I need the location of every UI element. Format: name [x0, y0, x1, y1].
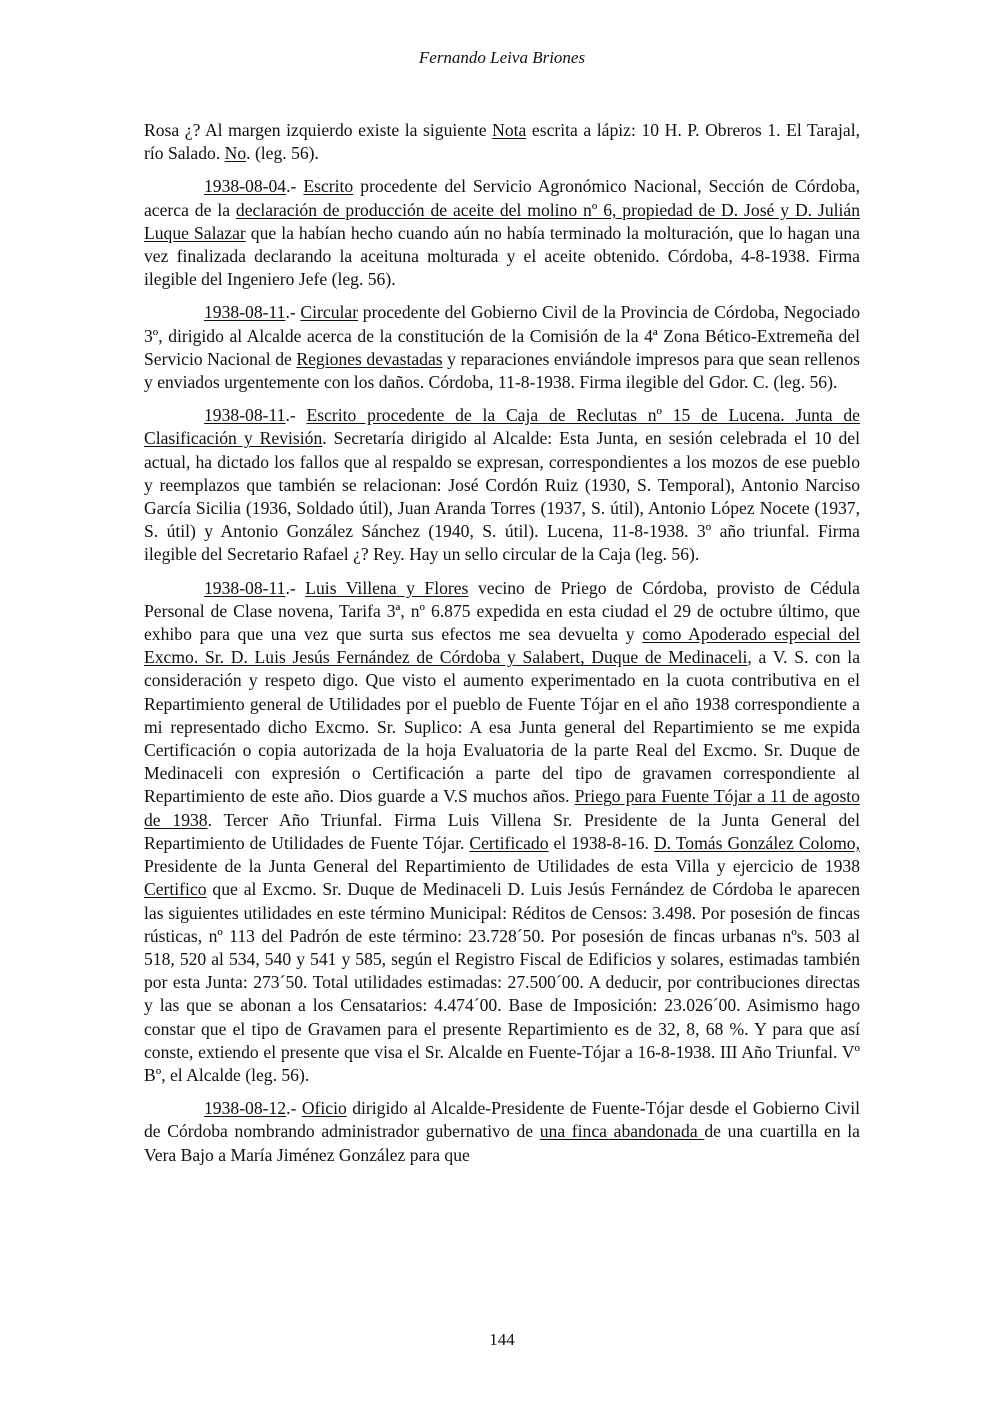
underlined-text: 1938-08-11 — [204, 302, 286, 323]
text-run: escrita a lápiz: 10 H. P. Obreros 1. El Tarajal, río Salado. — [144, 120, 860, 164]
underlined-text: D. Tomás González Colomo, — [653, 832, 860, 853]
text-run: de una cuartilla en la Vera Bajo a María Jiménez González para que — [144, 1121, 860, 1165]
underlined-text: Certificado — [469, 832, 549, 853]
text-run: .- — [286, 1098, 302, 1119]
underlined-text: Luis Villena y Flores — [305, 577, 469, 598]
text-run: Rosa ¿? Al margen izquierdo existe la siguiente — [144, 120, 493, 140]
underlined-text: Oficio — [301, 1098, 347, 1119]
underlined-text: Certifico — [144, 879, 207, 900]
underlined-text: 1938-08-11 — [204, 405, 286, 426]
text-run: .- — [286, 176, 304, 197]
underlined-text: una finca abandonada — [539, 1121, 705, 1142]
text-run: .- — [285, 577, 306, 598]
document-entry — [144, 404, 860, 566]
text-run: .- — [285, 302, 301, 323]
text-run: que al Excmo. Sr. Duque de Medinaceli D. Luis Jesús Fernández de Córdoba le aparecen las siguientes utilidades en este término Municipal: Réditos de Censos: 3.498. Por posesión de fincas rústicas, nº 113 del Padrón de este término: 23.728´50. Por posesión de fincas urbanas nºs. 503 al 518, 520 al 534, 540 y 541 y 585, según el Registro Fiscal de Edificios y solares, estimadas también por esta Junta: 273´50. Total utilidades estimadas: 27.500´00. A deducir, por contribuciones directas y las que se abonan a los Censatarios: 4.474´00. Base de Imposición: 23.026´00. Asimismo hago constar que el tipo de Gravamen para el presente Repartimiento es de 32, 8, 68 %. Y para que así conste, extiendo el presente que visa el Sr. Alcalde en Fuente-Tójar a 16-8-1938. III Año Triunfal. Vº Bº, el Alcalde (leg. 56). — [144, 879, 860, 1085]
document-entry — [144, 301, 860, 394]
continuation-paragraph — [144, 119, 860, 165]
text-run: . (leg. 56). — [246, 143, 319, 164]
text-run: , a V. S. con la consideración y respeto digo. Que visto el aumento experimentado en la cuota contributiva en el Repartimiento general de Utilidades por el pueblo de Fuente Tójar en el año 1938 correspondiente a mi representado dicho Excmo. Sr. Suplico: A esa Junta general del Repartimiento se me expida Certificación o copia autorizada de la hoja Evaluatoria de la parte Real del Excmo. Sr. Duque de Medinaceli con expresión o Certificación a parte del tipo de gravamen correspondiente al Repartimiento de este año. Dios guarde a V.S muchos años. — [144, 647, 861, 807]
text-run: . Secretaría dirigido al Alcalde: Esta Junta, en sesión celebrada el 10 del actual, ha dictado los fallos que al respaldo se expresan, correspondientes a los mozos de ese pueblo y reemplazos que también se relacionan: José Cordón Ruiz (1930, S. Temporal), Antonio Narciso García Sicilia (1936, Soldado útil), Juan Aranda Torres (1937, S. útil), Antonio López Nocete (1937, S. útil) y Antonio González Sánchez (1940, S. útil). Lucena, 11-8-1938. 3º año triunfal. Firma ilegible del Secretario Rafael ¿? Rey. Hay un sello circular de la Caja (leg. 56). — [144, 428, 860, 565]
underlined-text: Nota — [492, 120, 527, 140]
document-body — [144, 119, 860, 1167]
text-run: vecino de Priego de Córdoba, provisto de Cédula Personal de Clase novena, Tarifa 3ª, nº 6.875 expedida en esta ciudad el 29 de octubre último, que exhibo para que una vez que surta sus efectos me sea devuelta y — [144, 577, 860, 645]
underlined-text: 1938-08-12 — [204, 1098, 287, 1119]
document-entry — [144, 175, 860, 291]
text-run: dirigido al Alcalde-Presidente de Fuente-Tójar desde el Gobierno Civil de Córdoba nombrando administrador gubernativo de — [144, 1098, 860, 1142]
underlined-text: declaración de producción de aceite del molino nº 6, propiedad de D. José y D. Julián Luque Salazar — [144, 199, 860, 243]
underlined-text: Escrito — [303, 176, 354, 197]
underlined-text: 1938-08-11 — [204, 577, 286, 598]
text-run: que la habían hecho cuando aún no había terminado la molturación, que lo hagan una vez finalizada declarando la aceituna molturada y el aceite obtenido. Córdoba, 4-8-1938. Firma ilegible del Ingeniero Jefe (leg. 56). — [144, 222, 860, 290]
text-run: y reparaciones enviándole impresos para que sean rellenos y enviados urgentemente con los daños. Córdoba, 11-8-1938. Firma ilegible del Gdor. C. (leg. 56). — [144, 348, 860, 393]
underlined-text: Priego para Fuente Tójar a 11 de agosto de 1938 — [144, 786, 860, 830]
underlined-text: 1938-08-04 — [204, 176, 287, 197]
text-run: el 1938-8-16. — [548, 832, 654, 853]
text-run: . Tercer Año Triunfal. Firma Luis Villena Sr. Presidente de la Junta General del Repartimiento de Utilidades de Fuente Tójar. — [144, 809, 860, 853]
page-number: 144 — [489, 1330, 515, 1349]
document-entry — [144, 1097, 860, 1167]
underlined-text: Regiones devastadas — [296, 348, 443, 369]
text-run: Presidente de la Junta General del Repartimiento de Utilidades de esta Villa y ejercicio de 1938 — [144, 856, 860, 877]
document-entry — [144, 577, 860, 1087]
text-run: procedente del Gobierno Civil de la Provincia de Córdoba, Negociado 3º, dirigido al Alcalde acerca de la constitución de la Comisión de la 4ª Zona Bético-Extremeña del Servicio Nacional de — [144, 302, 861, 369]
text-run: procedente del Servicio Agronómico Nacional, Sección de Córdoba, acerca de la — [144, 176, 860, 220]
underlined-text: Circular — [300, 302, 359, 323]
underlined-text: como Apoderado especial del Excmo. Sr. D. Luis Jesús Fernández de Córdoba y Salabert, Duque de Medinaceli — [144, 624, 860, 668]
underlined-text: No — [224, 143, 247, 164]
header-author: Fernando Leiva Briones — [418, 48, 586, 67]
text-run: .- — [285, 405, 307, 426]
underlined-text: Escrito procedente de la Caja de Reclutas nº 15 de Lucena. Junta de Clasificación y Revisión — [144, 405, 860, 449]
running-header — [0, 48, 1004, 68]
